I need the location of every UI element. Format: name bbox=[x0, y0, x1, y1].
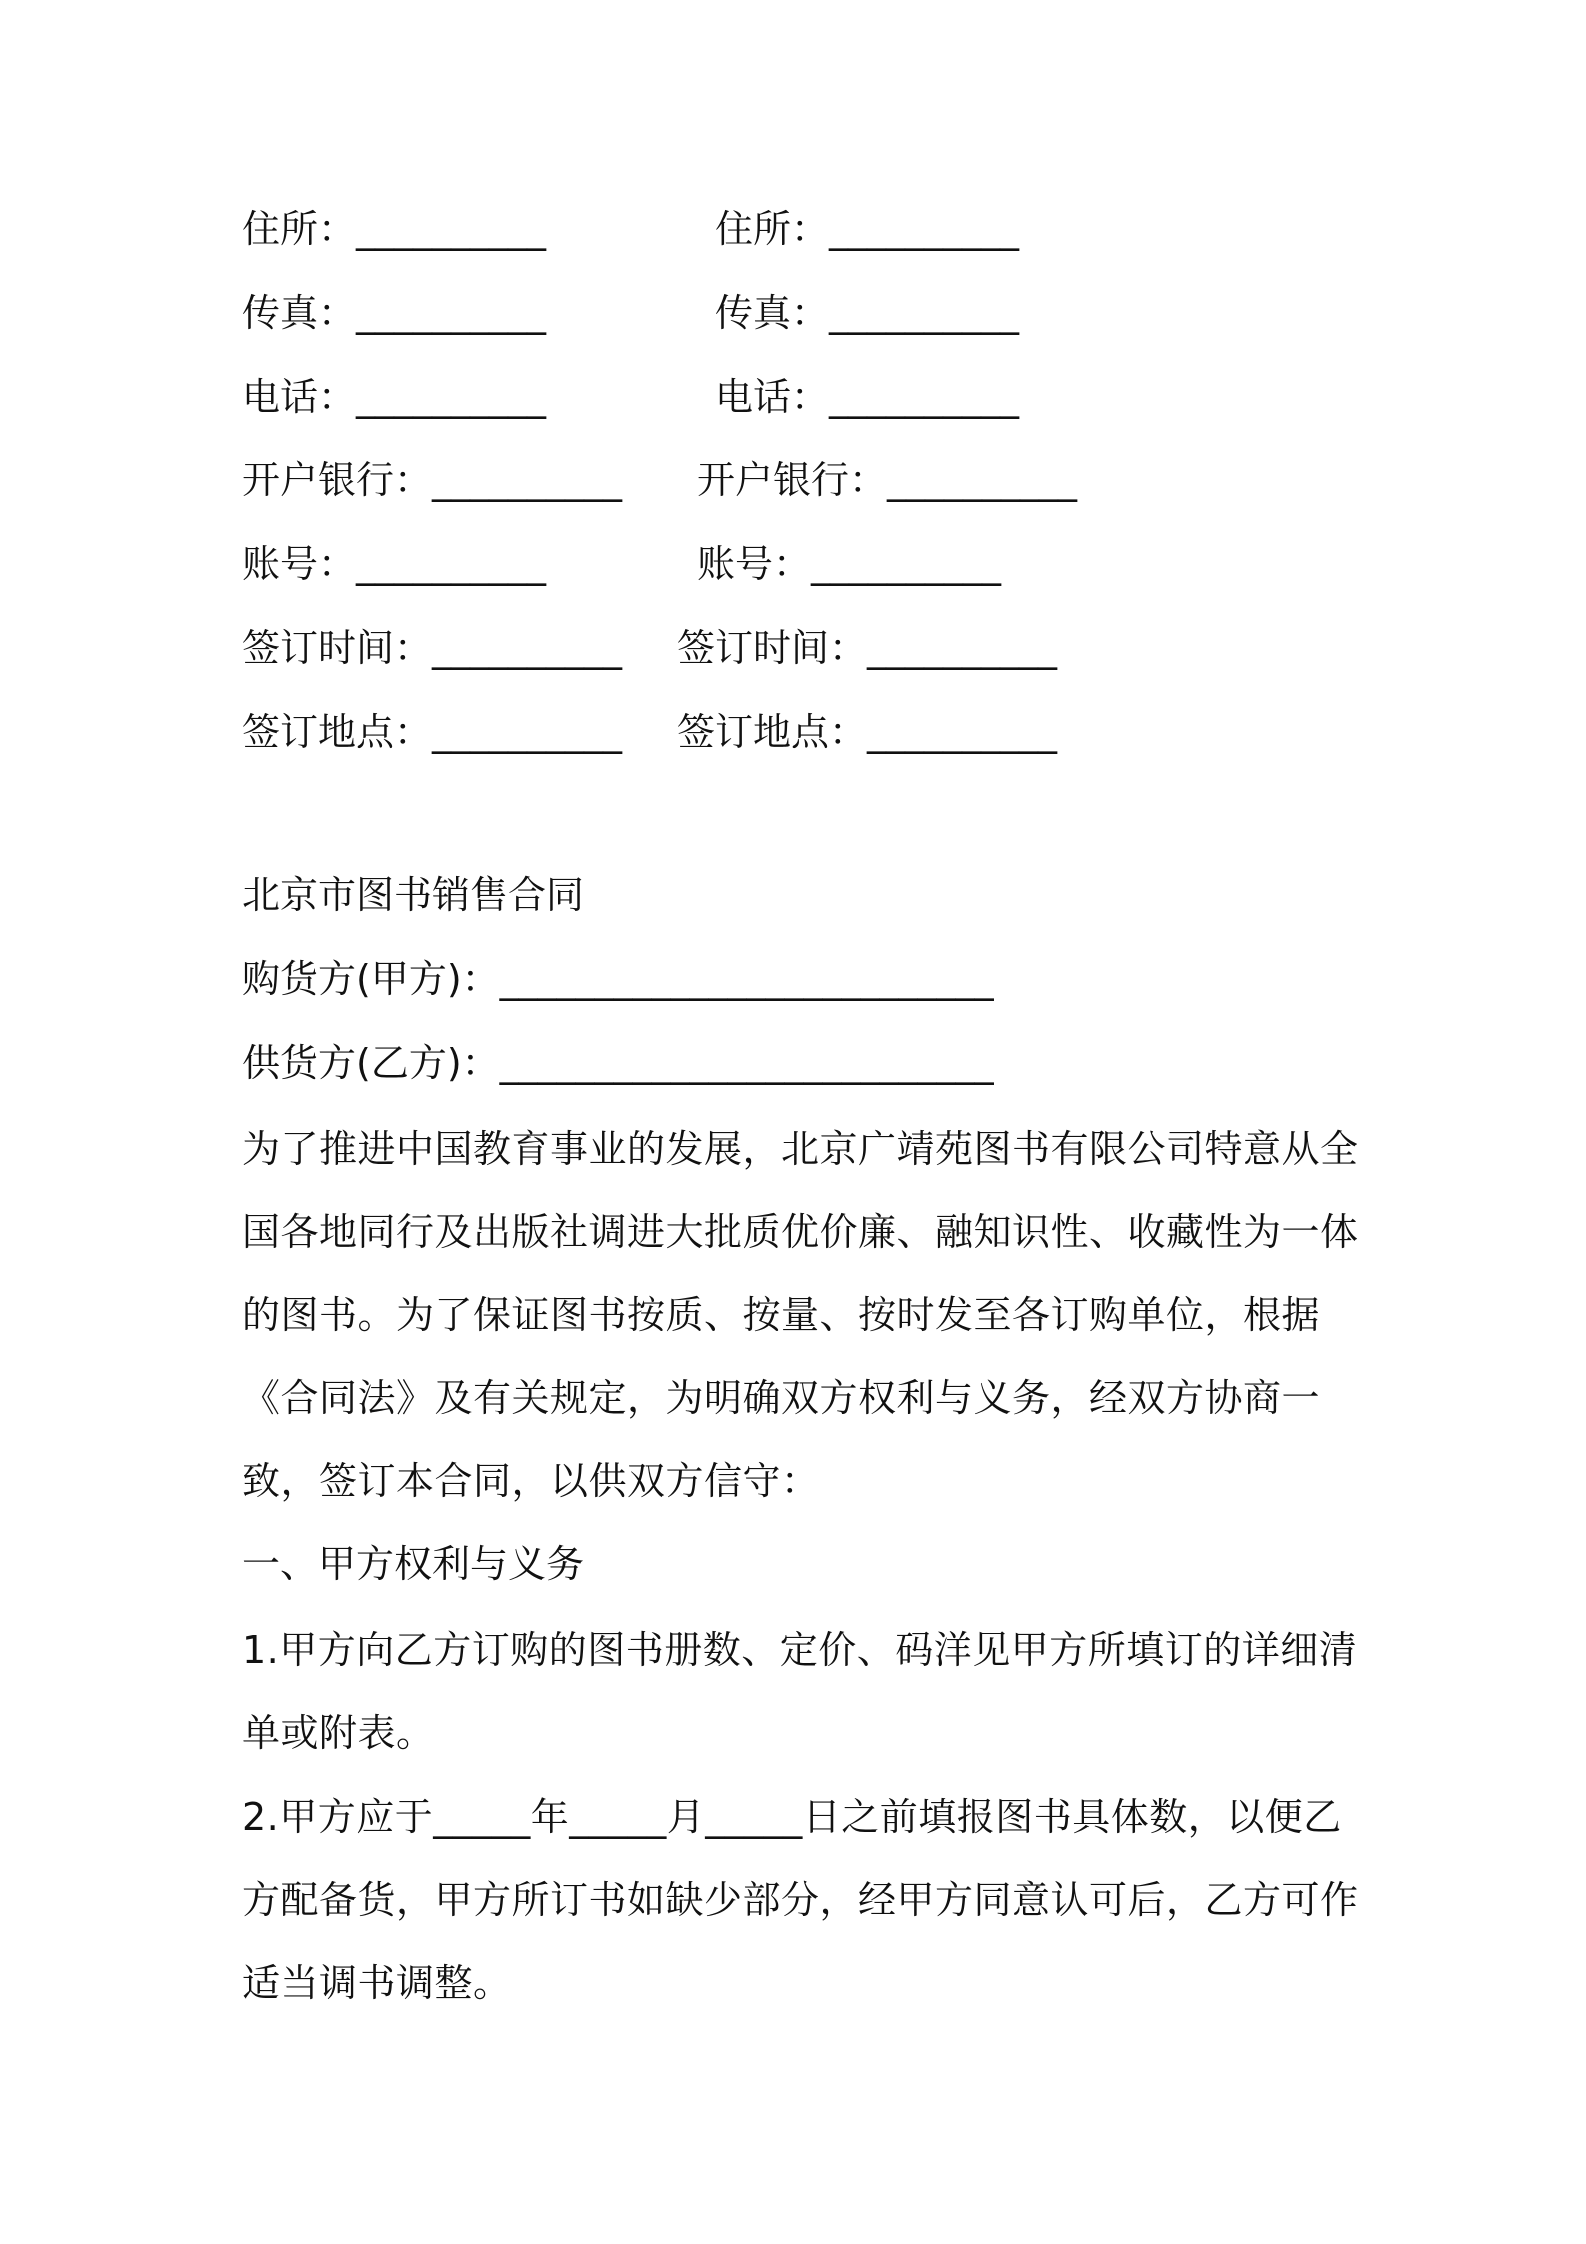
party-a-account: 账号：__________ bbox=[242, 542, 547, 586]
party-b-sign-place: 签订地点：__________ bbox=[677, 710, 1058, 754]
party-b-account: 账号：__________ bbox=[697, 542, 1002, 586]
party-a-bank: 开户银行：__________ bbox=[242, 458, 623, 502]
clause-1: 1.甲方向乙方订购的图书册数、定价、码洋见甲方所填订的详细清单或附表。 bbox=[242, 1628, 1358, 1755]
party-b-bank: 开户银行：__________ bbox=[697, 458, 1078, 502]
clause-2: 2.甲方应于_____年_____月_____日之前填报图书具体数，以便乙方配备货，甲方所订书如缺少部分，经甲方同意认可后，乙方可作适当调书调整。 bbox=[242, 1795, 1359, 2005]
party-a-address: 住所：__________ bbox=[242, 207, 547, 251]
party-b-address: 住所：__________ bbox=[715, 207, 1020, 251]
party-b-phone: 电话：__________ bbox=[715, 375, 1020, 419]
party-b-sign-time: 签订时间：__________ bbox=[677, 626, 1058, 670]
contract-title: 北京市图书销售合同 bbox=[242, 873, 585, 917]
party-a-sign-place: 签订地点：__________ bbox=[242, 710, 623, 754]
seller-line: 供货方(乙方)：__________________________ bbox=[242, 1041, 994, 1085]
intro-paragraph: 为了推进中国教育事业的发展，北京广靖苑图书有限公司特意从全国各地同行及出版社调进大批质优价廉、融知识性、收藏性为一体的图书。为了保证图书按质、按量、按时发至各订购单位，根据《合同法》及有关规定，为明确双方权利与义务，经双方协商一致，签订本合同，以供双方信守： bbox=[242, 1127, 1359, 1503]
party-a-sign-time: 签订时间：__________ bbox=[242, 626, 623, 670]
section-1-heading: 一、甲方权利与义务 bbox=[242, 1542, 585, 1586]
buyer-line: 购货方(甲方)：__________________________ bbox=[242, 957, 994, 1001]
party-b-fax: 传真：__________ bbox=[715, 291, 1020, 335]
party-a-fax: 传真：__________ bbox=[242, 291, 547, 335]
party-a-phone: 电话：__________ bbox=[242, 375, 547, 419]
